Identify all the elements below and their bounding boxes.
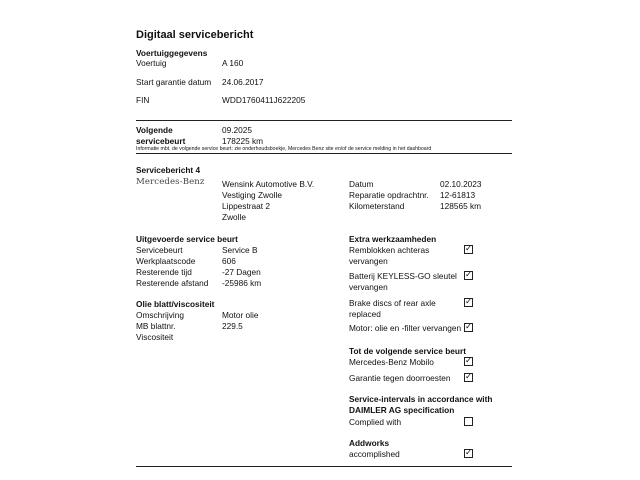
next-service-label: Volgende (136, 125, 173, 135)
remaining-distance-value: -25986 km (222, 278, 262, 288)
report-heading: Servicebericht 4 (136, 165, 201, 175)
service-type-label: Servicebeurt (136, 245, 183, 255)
divider (136, 153, 512, 154)
vehicle-label: Voertuig (136, 58, 167, 68)
warranty-start-value: 24.06.2017 (222, 77, 264, 87)
extra-item-checkbox[interactable] (464, 245, 473, 254)
addworks-heading: Addworks (349, 438, 390, 448)
mileage-label: Kilometerstand (349, 201, 405, 211)
extra-item-label-2: vervangen (349, 256, 388, 266)
extra-item-label-2: replaced (349, 309, 381, 319)
workshop-code-label: Werkplaatscode (136, 256, 196, 266)
workshop-code-value: 606 (222, 256, 236, 266)
dealer-city: Zwolle (222, 212, 246, 222)
until-next-item-checkbox[interactable] (464, 373, 473, 382)
service-heading: Uitgevoerde service beurt (136, 234, 238, 244)
extra-item-label: Motor: olie en -filter vervangen (349, 323, 462, 333)
page-title: Digitaal servicebericht (136, 29, 254, 41)
intervals-heading: Service-intervals in accordance with (349, 394, 493, 404)
fin-label: FIN (136, 95, 150, 105)
oil-description-label: Omschrijving (136, 310, 184, 320)
intervals-heading-2: DAIMLER AG specification (349, 405, 455, 415)
remaining-time-value: -27 Dagen (222, 267, 261, 277)
vehicle-value: A 160 (222, 58, 244, 68)
date-label: Datum (349, 179, 374, 189)
check-icon: ✓ (465, 447, 473, 457)
next-service-info: Informatie mbt. de volgende service beurt: zie onderhoudsboekje, Mercedes Benz site en/of de service melding in het dashboard (136, 146, 432, 152)
divider (136, 466, 512, 467)
extra-item-label: Remblokken achteras (349, 245, 430, 255)
check-icon: ✓ (465, 296, 473, 306)
extra-item-label: Batterij KEYLESS-GO sleutel (349, 271, 457, 281)
check-icon: ✓ (465, 321, 473, 331)
oil-description-value: Motor olie (222, 310, 259, 320)
check-icon: ✓ (465, 371, 473, 381)
service-type-value: Service B (222, 245, 258, 255)
extra-item-label: Brake discs of rear axle (349, 298, 436, 308)
extra-heading: Extra werkzaamheden (349, 234, 437, 244)
next-service-label-2: servicebeurt (136, 136, 186, 146)
repair-order-value: 12-61813 (440, 190, 476, 200)
until-next-item-checkbox[interactable] (464, 357, 473, 366)
until-next-item-label: Garantie tegen doorroesten (349, 373, 451, 383)
check-icon: ✓ (465, 269, 473, 279)
complied-with-checkbox[interactable] (464, 417, 473, 426)
remaining-time-label: Resterende tijd (136, 267, 192, 277)
accomplished-label: accomplished (349, 449, 400, 459)
until-next-heading: Tot de volgende service beurt (349, 346, 466, 356)
repair-order-label: Reparatie opdrachtnr. (349, 190, 429, 200)
dealer-name: Wensink Automotive B.V. (222, 179, 315, 189)
divider (136, 120, 512, 121)
oil-heading: Olie blatt/viscositeit (136, 299, 215, 309)
complied-with-label: Complied with (349, 417, 402, 427)
next-service-km: 178225 km (222, 136, 264, 146)
remaining-distance-label: Resterende afstand (136, 278, 209, 288)
date-value: 02.10.2023 (440, 179, 482, 189)
dealer-branch: Vestiging Zwolle (222, 190, 282, 200)
extra-item-label-2: vervangen (349, 282, 388, 292)
viscosity-label: Viscositeit (136, 332, 174, 342)
warranty-start-label: Start garantie datum (136, 77, 212, 87)
mercedes-benz-logo: Mercedes-Benz (136, 177, 205, 187)
accomplished-checkbox[interactable] (464, 449, 473, 458)
next-service-date: 09.2025 (222, 125, 252, 135)
check-icon: ✓ (465, 243, 473, 253)
until-next-item-label: Mercedes-Benz Mobilo (349, 357, 434, 367)
extra-item-checkbox[interactable] (464, 298, 473, 307)
fin-value: WDD1760411J622205 (222, 95, 306, 105)
check-icon: ✓ (465, 355, 473, 365)
vehicle-heading: Voertuiggegevens (136, 48, 208, 58)
dealer-street: Lippestraat 2 (222, 201, 270, 211)
extra-item-checkbox[interactable] (464, 323, 473, 332)
mb-sheet-label: MB blattnr. (136, 321, 176, 331)
mileage-value: 128565 km (440, 201, 482, 211)
extra-item-checkbox[interactable] (464, 271, 473, 280)
mb-sheet-value: 229.5 (222, 321, 243, 331)
